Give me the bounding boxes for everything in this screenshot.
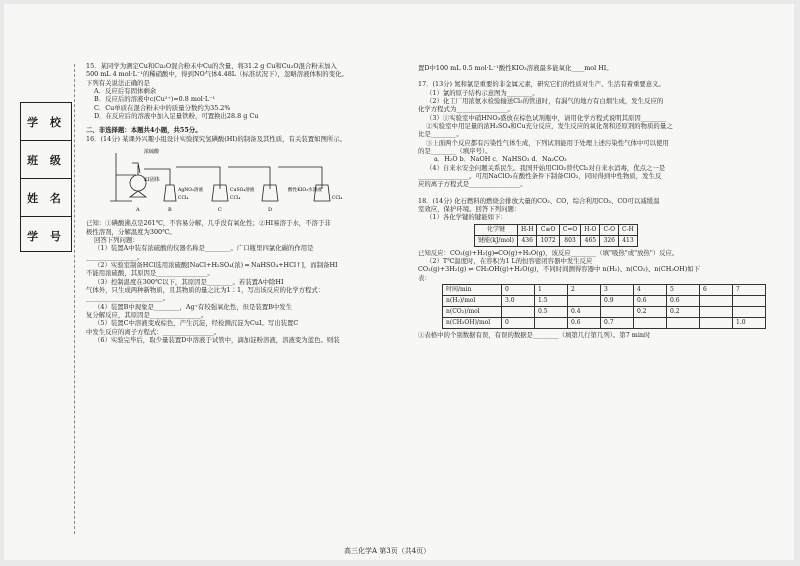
text-line: （6）实验完毕后，取少量装置D中溶液于试管中，滴加淀粉溶液，溶液变为蓝色。则装 — [94, 335, 340, 344]
text-line: 500 mL 4 mol·L⁻¹的稀硝酸中，得到NO气体4.48L（标准状况下），忽略溶液体积的变化。 — [86, 70, 348, 79]
text-line: （2）实验室制备HCl选用浓硫酸[NaCl+H₂SO₄(浓) ═ NaHSO₄+HCl↑]，而制备HI — [94, 260, 338, 269]
table-cell: 1 — [535, 284, 568, 295]
table-cell: 4 — [634, 284, 667, 295]
text-line: 复分解反应，其原因是________________。 — [86, 310, 208, 319]
text-line: （4）自来水安全问题关系民生。我国开始用ClO₂替代Cl₂对自来水消毒，优点之一是 — [426, 163, 666, 172]
text-line: 下列有关说法正确的是 — [86, 78, 150, 87]
diagram-label: 酸性KIO₃水溶液 — [288, 187, 322, 193]
time-data-table — [442, 284, 766, 329]
table-cell: 1.5 — [535, 295, 568, 306]
table-cell: C-O — [600, 224, 619, 235]
left-column — [86, 62, 394, 344]
table-cell: 436 — [517, 235, 537, 246]
table-cell: 1.0 — [733, 317, 766, 328]
table-cell — [535, 317, 568, 328]
text-line: ________________。 — [86, 252, 144, 261]
table-cell: H-H — [517, 224, 537, 235]
table-cell — [634, 317, 667, 328]
seal-line — [74, 64, 75, 534]
option-b: B．反应后的溶液中c(Cu²⁺)=0.8 mol·L⁻¹ — [94, 95, 216, 104]
table-cell: 2 — [568, 284, 601, 295]
table-row — [443, 317, 766, 328]
text-line: （3）控制温度在300℃以下，其原因是________。若装置A中除HI — [94, 277, 284, 286]
diagram-label: CuSO₄溶液 — [230, 187, 255, 193]
table-cell: 3 — [601, 284, 634, 295]
table-cell: 0.6 — [667, 295, 700, 306]
question-18-stem: 18．(14分) 化石燃料的燃烧会排放大量的CO₂、CO，综合利用CO₂、CO可以减缓温 — [418, 196, 660, 205]
table-cell: n(CH₃OH)/mol — [443, 317, 502, 328]
school-label: 学 校 — [21, 103, 71, 141]
table-cell: 3.0 — [502, 295, 535, 306]
student-info-box — [20, 102, 72, 252]
question-16-stem: 16．(14分) 某课外兴趣小组设计实验探究氢碘酸(HI)的制备及其性质，有关装置如图所示。 — [86, 134, 347, 143]
table-row — [475, 235, 638, 246]
diagram-letter: B — [168, 206, 172, 213]
text-line: 已知：①碘酸沸点是261℃，不容易分解，几乎没有氧化性；②HI易溶于水，不溶于非 — [86, 219, 331, 228]
table-cell: 0.2 — [634, 306, 667, 317]
option-c: C．Cu单质在混合粉末中的质量分数约为35.2% — [94, 103, 231, 112]
table-cell: 6 — [700, 284, 733, 295]
option-a: A．反应后有固体剩余 — [94, 86, 157, 95]
table-cell: 0.2 — [667, 306, 700, 317]
diagram-label: CCl₄ — [230, 195, 241, 201]
diagram-letter: C — [218, 206, 222, 213]
table-cell — [700, 306, 733, 317]
student-id-label: 学 号 — [27, 229, 65, 243]
diagram-letter: A — [136, 206, 140, 213]
table-cell: 时间/min — [443, 284, 502, 295]
exam-page — [4, 4, 794, 560]
text-line: （5）装置C中溶液变成棕色，产生沉淀，经检测沉淀为CuI。写出装置C — [94, 319, 299, 328]
table-cell: 0 — [502, 284, 535, 295]
text-line: 比是________。 — [418, 130, 463, 139]
table-cell — [700, 317, 733, 328]
text-line: 气体外，只生成两种新物质，且其物质的量之比为1∶1，写出该反应的化学方程式： — [86, 285, 325, 294]
class-label: 班 级 — [21, 141, 71, 179]
text-line: （1）各化学键的键能如下： — [426, 213, 507, 222]
text-line: 已知反应：CO₂(g)+H₂(g)═CO(g)+H₂O(g)，该反应________（填"吸热"或"放热"）反应。 — [418, 248, 679, 257]
diagram-label: AgNO₃溶液 — [178, 187, 204, 193]
text-line: 的是________（填序号）。 — [418, 146, 492, 155]
text-line: （2）化工厂用浓氨水检验输送Cl₂的管道时，有漏气的地方有白烟生成，发生反应的 — [426, 96, 664, 105]
diagram-label: 浓硫酸 — [144, 148, 160, 155]
table-cell: 0.7 — [601, 317, 634, 328]
table-cell: 465 — [581, 235, 600, 246]
table-cell: n(H₂)/mol — [443, 295, 502, 306]
text-line: 表： — [418, 273, 431, 282]
text-line: （3）①实验室中硝HNO₃盛放在棕色试剂瓶中，请用化学方程式说明其原因________ — [426, 113, 667, 122]
diagram-label: KI固体 — [144, 176, 160, 183]
table-cell: 413 — [619, 235, 638, 246]
table-cell — [601, 306, 634, 317]
text-line: 室效应，保护环境。回答下列问题： — [418, 204, 521, 213]
table-cell — [667, 317, 700, 328]
table-cell: H-O — [581, 224, 600, 235]
table-row — [443, 284, 766, 295]
apparatus-diagram — [110, 145, 360, 215]
options-line: a．H₂O b．NaOH c．NaHSO₃ d．Na₂CO₃ — [434, 155, 567, 164]
bond-energy-table — [474, 224, 638, 247]
table-cell: 0 — [502, 317, 535, 328]
section-heading: 二、非选择题：本题共4小题，共55分。 — [86, 126, 202, 135]
table-cell: 0.6 — [568, 317, 601, 328]
table-cell: C≡O — [537, 224, 559, 235]
table-cell: 0.9 — [601, 295, 634, 306]
table-cell: 5 — [667, 284, 700, 295]
text-line: 化学方程式为________________。 — [418, 105, 514, 114]
table-cell — [568, 295, 601, 306]
name-label: 姓 名 — [21, 179, 71, 217]
option-d: D．在反应后的溶液中加入足量铁粉，可置换出28.8 g Cu — [94, 111, 259, 120]
table-cell — [733, 306, 766, 317]
table-cell: 326 — [600, 235, 619, 246]
text-line: 极性溶剂，分解温度为300℃。 — [86, 227, 176, 236]
table-row — [475, 224, 638, 235]
text-line: 中发生反应的离子方程式：________________。 — [86, 327, 221, 336]
table-cell: 0.4 — [568, 306, 601, 317]
diagram-label: CCl₄ — [332, 195, 343, 201]
table-cell: 0.5 — [535, 306, 568, 317]
text-line: 置D中100 mL 0.5 mol·L⁻¹酸性KIO₃溶液最多能氧化____mol HI。 — [418, 64, 613, 72]
table-row — [443, 306, 766, 317]
right-column — [418, 64, 748, 339]
text-line: （1）氯的原子结构示意图为________。 — [426, 88, 539, 97]
text-line: ①表格中的个别数据有误，有误的数据是________（填第几行第几列）。第7 min时 — [418, 330, 651, 339]
text-line: CO₂(g)+3H₂(g) ⇌ CH₃OH(g)+H₂O(g)，不同时间测得容器中 n(H₂)、n(CO₂)、n(CH₃OH)如下 — [418, 265, 701, 274]
table-cell: 1072 — [537, 235, 559, 246]
text-line: 回答下列问题： — [94, 235, 139, 244]
table-cell: C=O — [559, 224, 581, 235]
table-cell — [502, 306, 535, 317]
page-footer: 高三化学A 第3页（共4页） — [344, 547, 431, 555]
table-cell: 键能(kJ/mol) — [475, 235, 518, 246]
text-line: ________________。可用NaClO₂在酸性条件下制备ClO₂，同时得到中性物质，发生反 — [418, 171, 662, 180]
diagram-letter: D — [268, 206, 273, 213]
text-line: 15．某同学为测定Cu和Cu₂O混合粉末中Cu的含量，将31.2 g Cu和Cu₂O混合粉末加入 — [86, 62, 337, 70]
table-cell: 7 — [733, 284, 766, 295]
table-cell: 化学键 — [475, 224, 518, 235]
text-line: （1）装置A中装有浓硫酸的仪器名称是________。广口瓶里四氯化碳的作用是 — [94, 244, 314, 253]
table-cell: 0.6 — [634, 295, 667, 306]
text-line: （2）T℃温度时，在容积为1 L的恒容密闭容器中发生反应 — [426, 256, 593, 265]
table-cell — [733, 295, 766, 306]
table-row — [443, 295, 766, 306]
text-line: ________________________。 — [86, 294, 170, 303]
text-line: ②实验室中用足量的浓H₂SO₄和Cu充分反应，发生反应的氧化剂和还原剂的物质的量之 — [426, 121, 673, 130]
diagram-label: CCl₄ — [178, 195, 189, 201]
table-cell: n(CO₂)/mol — [443, 306, 502, 317]
text-line: 不能用浓硫酸，其原因是________________。 — [86, 269, 214, 278]
spacer — [418, 189, 748, 197]
question-17-stem: 17．(13分) 氮和氯是重要的非金属元素，研究它们的性质对生产、生活有着重要意义。 — [418, 80, 665, 89]
table-cell: C-H — [619, 224, 638, 235]
text-line: ③上面两个反应都有污染性气体生成，下列试剂能用于处理上述污染性气体中可以使用 — [426, 138, 669, 147]
text-line: 应的离子方程式是________________。 — [418, 180, 527, 189]
table-cell: 803 — [559, 235, 581, 246]
table-cell — [700, 295, 733, 306]
text-line: （4）装置B中现象是________，Ag⁺有较强氧化性，但是装置B中发生 — [94, 302, 293, 311]
